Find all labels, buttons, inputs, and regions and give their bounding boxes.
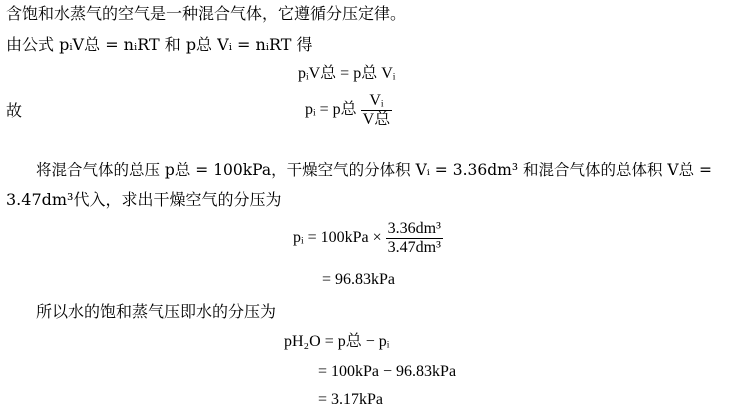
equation-pi-left: pᵢ = p总 — [305, 101, 357, 119]
text-intro-partial-pressure-law: 含饱和水蒸气的空气是一种混合气体，它遵循分压定律。 — [6, 4, 407, 23]
fraction-volume-ratio — [386, 220, 443, 257]
text-substitution-line2: 3.47dm³代入，求出干燥空气的分压为 — [6, 190, 282, 209]
fraction-volume-denominator: 3.47dm³ — [387, 239, 441, 256]
fraction-vi-over-vtotal — [361, 92, 393, 129]
fraction-volume-numerator: 3.36dm³ — [387, 220, 441, 237]
equation-pi-fraction — [305, 92, 392, 129]
text-substitution-line1: 将混合气体的总压 p总 = 100kPa，干燥空气的分体积 Vᵢ = 3.36dm³ 和混合气体的总体积 V总 = — [36, 161, 713, 179]
equation-ph2o-substitution: = 100kPa − 96.83kPa — [318, 363, 457, 380]
equation-ph2o: pH₂O = p总 − pᵢ — [284, 333, 390, 350]
equation-pi-calculation — [293, 220, 443, 257]
equation-pi-result: = 96.83kPa — [322, 271, 396, 288]
text-therefore: 故 — [6, 101, 23, 120]
text-formula-statement: 由公式 pᵢV总 = nᵢRT 和 p总 Vᵢ = nᵢRT 得 — [6, 35, 313, 54]
equation-ph2o-result: = 3.17kPa — [318, 391, 384, 408]
fraction-denominator: V总 — [362, 111, 391, 128]
fraction-numerator: Vᵢ — [361, 92, 393, 111]
equation-pi-calc-left: pᵢ = 100kPa × — [293, 229, 382, 247]
text-saturated-vapor-pressure: 所以水的饱和蒸气压即水的分压为 — [36, 302, 277, 321]
equation-pi-vtotal: pᵢV总 = p总 Vᵢ — [298, 65, 396, 82]
